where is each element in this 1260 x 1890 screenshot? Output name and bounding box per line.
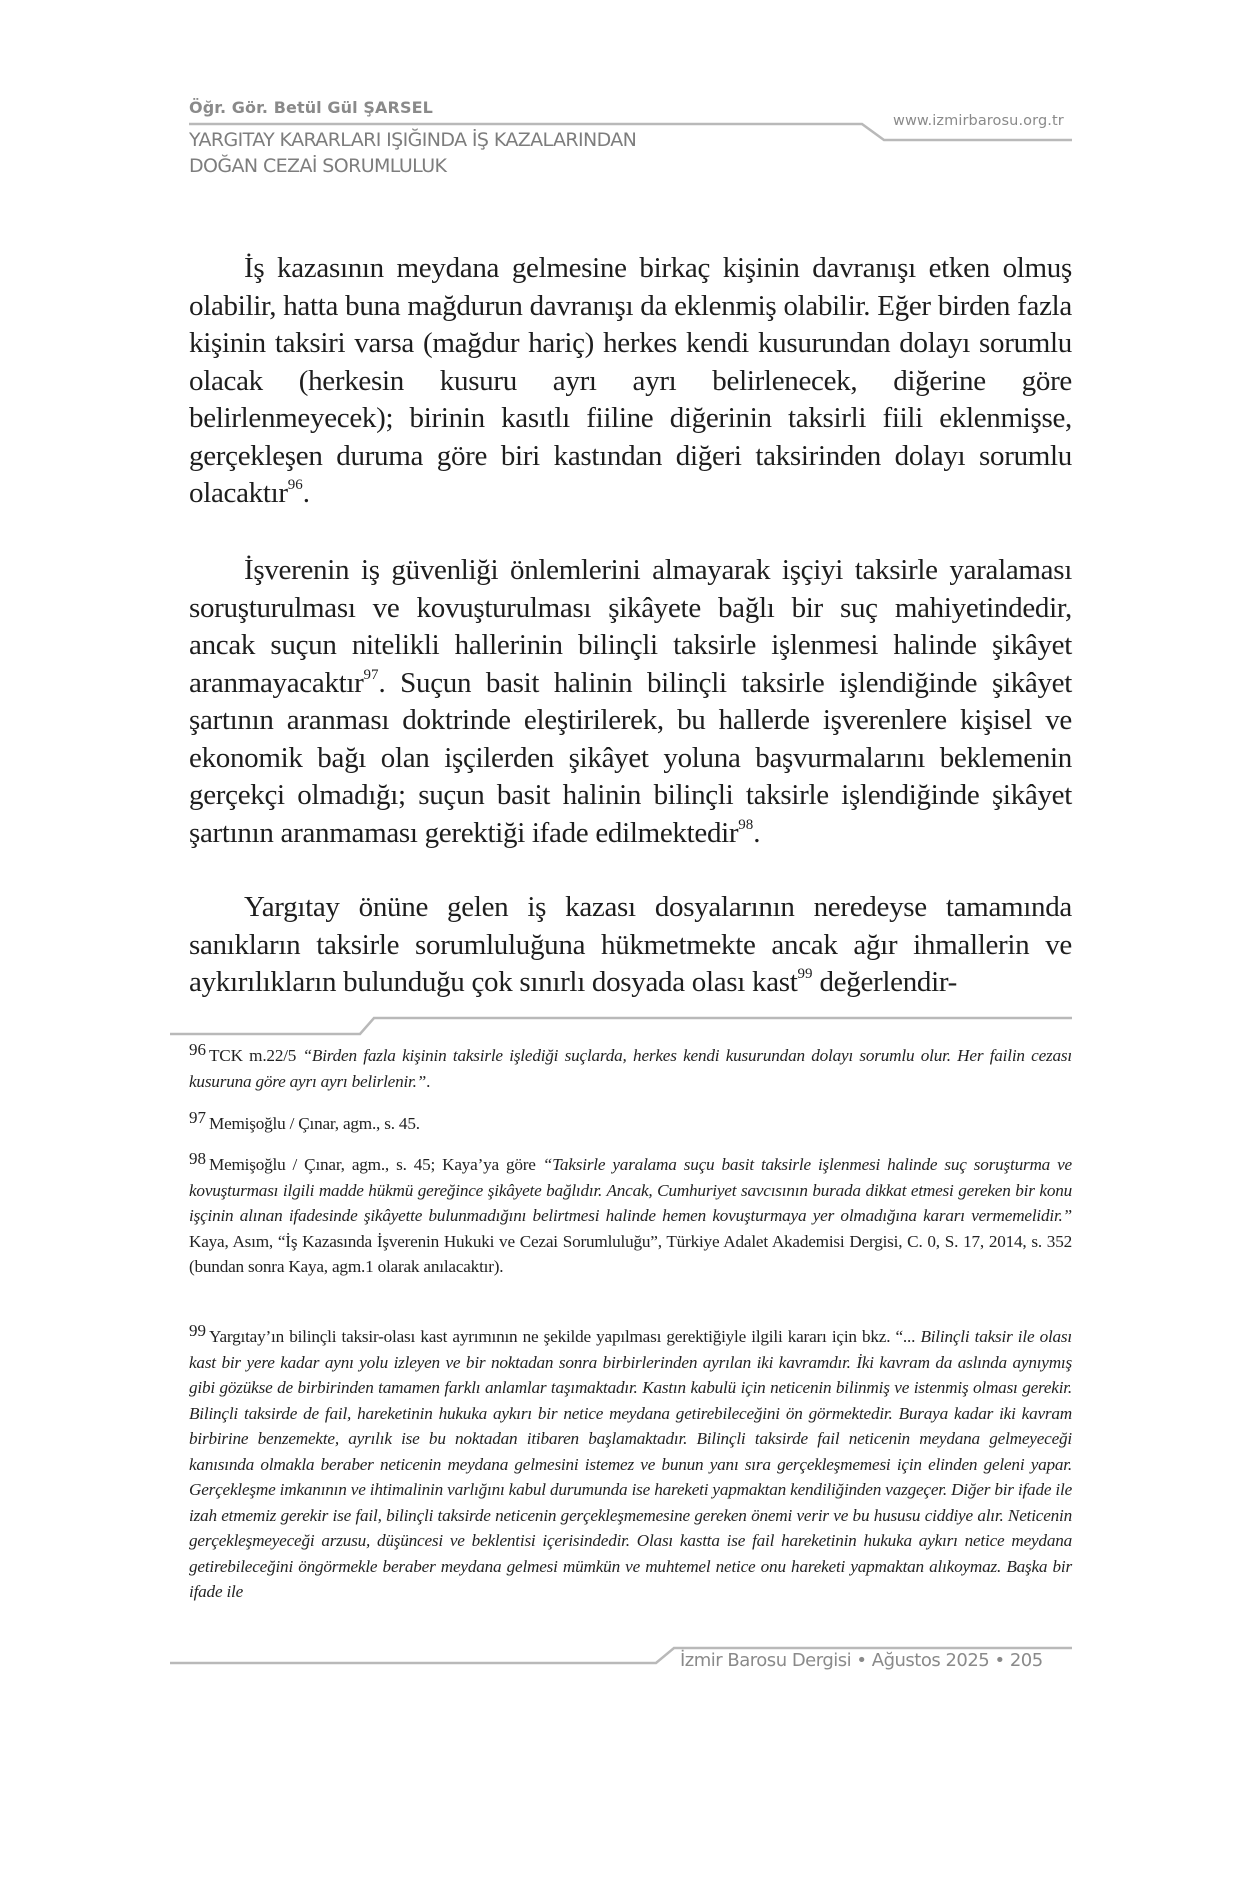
footnote-quote: “Taksirle yaralama suçu basit taksirle işlenmesi halinde suç soruşturma ve kovuşturması ilgili madde hükmü gereğince şikâyete bağlıdır. Ancak, Cumhuriyet savcısının burada dikkat etmesi gereken bir konu işçinin alınan ifadesinde şikâyette bulunmadığını belirtmesi halinde hemen kovuşturmaya yer olmadığına kararı vermemelidir.”: [189, 1155, 1072, 1225]
body-paragraph-3: [189, 889, 1072, 1002]
body-paragraph-2: [189, 552, 1072, 852]
footnote-text: Memişoğlu / Çınar, agm., s. 45; Kaya’ya göre: [209, 1155, 543, 1174]
paragraph-tail: .: [753, 816, 761, 849]
footnote-number: 97: [189, 1108, 206, 1127]
footer-journal-name: İzmir Barosu Dergisi: [680, 1650, 852, 1671]
footnote-quote: Bilinçli taksir ile olası kast bir yere kadar aynı yolu izleyen ve bir noktadan sonra birbirlerinden ayrılan iki kavramdır. İki kavram da aslında aynıymış gibi gözükse de birbirinden tamamen farklı anlamlar taşımaktadır. Kastın kabulü için neticenin bilinmiş ve istenmiş olması gerekir. Bilinçli taksirde de fail, hareketinin hukuka aykırı bir netice meydana getirebileceğini ön görmektedir. Buraya kadar iki kavram birbirine benzemekte, ayrılık ise bu noktadan itibaren başlamaktadır. Bilinçli taksirde fail neticenin meydana gelmeyeceği kanısında olmakla beraber neticenin meydana gelmesini istemez ve bunun yanı sıra gerçekleşmemesi için elinden geleni yapar. Gerçekleşme imkanının ve ihtimalinin varlığını kabul durumunda ise hareketi yapmaktan kendiliğinden vazgeçer. Diğer bir ifade ile izah etmemiz gerekir ise fail, bilinçli taksirde neticenin gerçekleşmemesine gereken önemi verir ve bu hususu ciddiye alır. Neticenin gerçekleşmeyeceği arzusu, düşüncesi ve beklentisi içerisindedir. Olası kastta ise fail hareketinin hukuka aykırı netice meydana getirebileceğini öngörmekle beraber meydana gelmesi mümkün ve muhtemel netice onu hareketi yapmaktan alıkoymaz. Başka bir ifade ile: [189, 1327, 1072, 1601]
footnote-99: [189, 1321, 1072, 1605]
footnote-tail: Kaya, Asım, “İş Kazasında İşverenin Hukuki ve Cezai Sorumluluğu”, Türkiye Adalet Akademisi Dergisi, C. 0, S. 17, 2014, s. 352 (bundan sonra Kaya, agm.1 olarak anılacaktır).: [189, 1231, 1072, 1276]
footer-issue-date: Ağustos 2025: [871, 1650, 990, 1671]
footnote-text: Memişoğlu / Çınar, agm., s. 45.: [209, 1114, 420, 1133]
page-footer: [680, 1650, 1043, 1671]
footnote-ref-97[interactable]: 97: [363, 666, 379, 683]
paragraph-text: . Suçun basit halinin bilinçli taksirle işlendiğinde şikâyet şartının aranması doktrinde eleştirilerek, bu hallerde işverenlere kişisel ve ekonomik bağı olan işçilerden şikâyet yoluna başvurmalarını beklemenin gerçekçi olmadığı; suçun basit halinin bilinçli taksirle işlendiğinde şikâyet şartının aranmaması gerektiği ifade edilmektedir: [189, 666, 1072, 849]
footnote-98: [189, 1149, 1072, 1280]
footnote-ref-98[interactable]: 98: [738, 816, 754, 833]
body-paragraph-1: [189, 250, 1072, 513]
footer-separator: •: [994, 1650, 1005, 1671]
header-author: Öğr. Gör. Betül Gül ŞARSEL: [189, 98, 433, 117]
paragraph-text: İş kazasının meydana gelmesine birkaç kişinin davranışı etken olmuş olabilir, hatta buna mağdurun davranışı da eklenmiş olabilir. Eğer birden fazla kişinin taksiri varsa (mağdur hariç) herkes kendi kusurundan dolayı sorumlu olacak (herkesin kusuru ayrı ayrı belirlenecek, diğerine göre belirlenmeyecek); birinin kasıtlı fiiline diğerinin taksirli fiili eklenmişse, gerçekleşen duruma göre biri kastından diğeri taksirinden dolayı sorumlu olacaktır: [189, 252, 1072, 509]
footnote-tail: .: [426, 1071, 431, 1091]
header-article-title: [189, 127, 636, 179]
footnote-number: 99: [189, 1321, 206, 1340]
footnote-97: [189, 1108, 1072, 1137]
header-title-line-1: YARGITAY KARARLARI IŞIĞINDA İŞ KAZALARINDAN: [189, 129, 637, 151]
header-website-link[interactable]: www.izmirbarosu.org.tr: [893, 113, 1064, 129]
paragraph-tail: .: [302, 477, 310, 509]
footnote-ref-96[interactable]: 96: [287, 477, 303, 494]
paragraph-text: İşverenin iş güvenliği önlemlerini almayarak işçiyi taksirle yaralaması soruşturulması ve kovuşturulması şikâyete bağlı bir suç mahiyetindedir, ancak suçun nitelikli hallerinin bilinçli taksirle işlenmesi halinde şikâyet aranmayacaktır: [189, 554, 1072, 699]
footnote-text: TCK m.22/5: [209, 1046, 303, 1065]
paragraph-text: Yargıtay önüne gelen iş kazası dosyalarının neredeyse tamamında sanıkların taksirle sorumluluğuna hükmetmekte ancak ağır ihmallerin ve aykırılıkların bulunduğu çok sınırlı dosyada olası kast: [189, 891, 1072, 998]
footnote-96: [189, 1040, 1072, 1094]
paragraph-text: değerlendir-: [812, 966, 958, 998]
footnote-separator: [170, 1018, 1072, 1034]
footnote-text: Yargıtay’ın bilinçli taksir-olası kast ayrımının ne şekilde yapılması gerektiğiyle ilgili kararı için bkz. “...: [209, 1327, 921, 1346]
footnote-quote: “Birden fazla kişinin taksirle işlediği suçlarda, herkes kendi kusurundan dolayı sorumlu olur. Her failin cezası kusuruna göre ayrı ayrı belirlenir.”: [189, 1046, 1072, 1091]
footer-separator: •: [856, 1650, 867, 1671]
page-number: 205: [1009, 1650, 1043, 1671]
footnote-number: 96: [189, 1040, 206, 1059]
footnote-number: 98: [189, 1149, 206, 1168]
footnote-ref-99[interactable]: 99: [797, 966, 813, 983]
header-title-line-2: DOĞAN CEZAİ SORUMLULUK: [189, 155, 447, 177]
